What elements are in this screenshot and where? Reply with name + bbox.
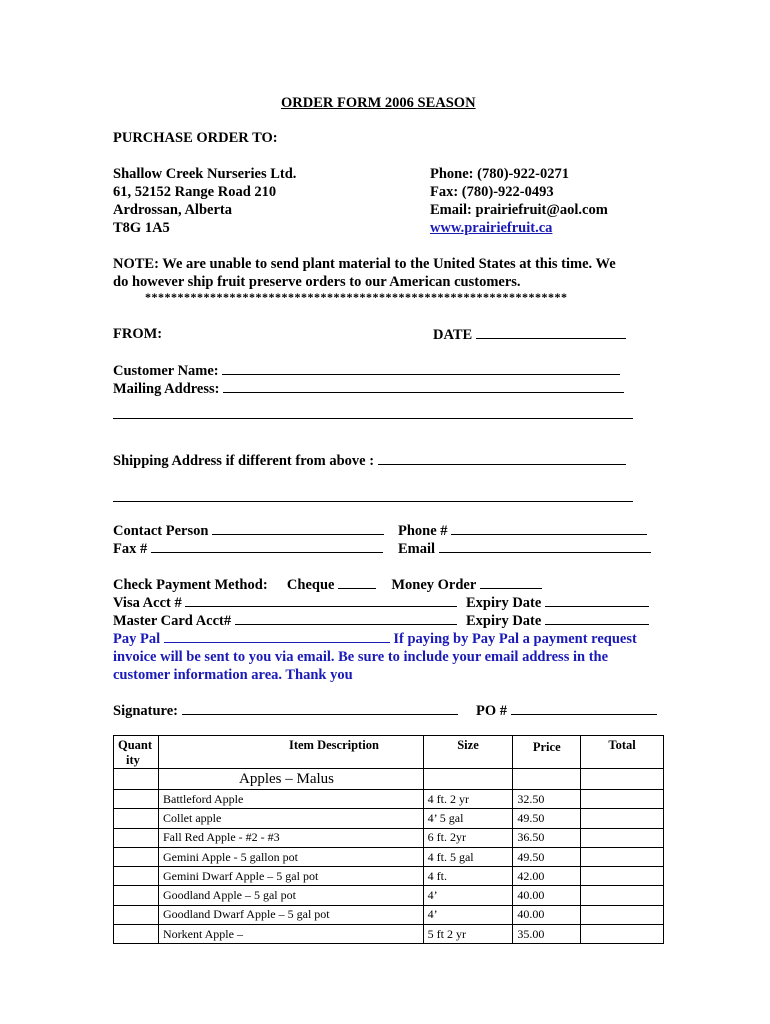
company-fax: Fax: (780)-922-0493 <box>430 184 554 200</box>
price-cell: 36.50 <box>513 828 581 847</box>
paypal-note-2: invoice will be sent to you via email. Be sure to include your email address in the <box>113 649 609 665</box>
shipping-address-label: Shipping Address if different from above : <box>113 453 375 469</box>
note-line-1: NOTE: We are unable to send plant material to the United States at this time. We <box>113 256 616 272</box>
quantity-cell[interactable] <box>114 790 159 809</box>
mailing-address-field[interactable] <box>113 380 624 398</box>
table-header-row <box>114 736 664 769</box>
cheque-label: Cheque <box>286 577 335 593</box>
expiry-label-1: Expiry Date <box>466 595 542 611</box>
quantity-cell[interactable] <box>114 847 159 866</box>
phone-input[interactable] <box>451 522 647 535</box>
header-total: Total <box>581 736 664 769</box>
total-cell[interactable] <box>581 809 664 828</box>
company-email: Email: prairiefruit@aol.com <box>430 202 608 218</box>
items-table <box>113 735 664 944</box>
table-row <box>114 847 664 866</box>
total-cell[interactable] <box>581 790 664 809</box>
description-cell: Goodland Dwarf Apple – 5 gal pot <box>158 905 423 924</box>
total-cell[interactable] <box>581 847 664 866</box>
company-phone: Phone: (780)-922-0271 <box>430 166 569 182</box>
paypal-label: Pay Pal <box>113 631 161 647</box>
table-row <box>114 790 664 809</box>
mailing-address-label: Mailing Address: <box>113 381 220 397</box>
quantity-cell[interactable] <box>114 905 159 924</box>
price-cell: 40.00 <box>513 905 581 924</box>
price-cell: 49.50 <box>513 847 581 866</box>
contact-person-label: Contact Person <box>113 523 209 539</box>
description-cell: Collet apple <box>158 809 423 828</box>
fax-label: Fax # <box>113 541 148 557</box>
signature-field[interactable] <box>113 702 458 720</box>
signature-label: Signature: <box>113 703 178 719</box>
description-cell: Norkent Apple – <box>158 925 423 944</box>
table-row <box>114 886 664 905</box>
fax-field[interactable] <box>113 540 383 558</box>
phone-label: Phone # <box>398 523 448 539</box>
table-row <box>114 809 664 828</box>
visa-field[interactable] <box>113 594 457 612</box>
header-quantity: Quant ity <box>114 736 159 769</box>
total-cell[interactable] <box>581 886 664 905</box>
payment-method-row <box>113 576 542 594</box>
shipping-address-field[interactable] <box>113 452 626 470</box>
company-contact <box>430 165 608 237</box>
paypal-block <box>113 630 637 684</box>
quantity-cell[interactable] <box>114 867 159 886</box>
customer-name-label: Customer Name: <box>113 363 219 379</box>
total-cell[interactable] <box>581 925 664 944</box>
price-cell: 35.00 <box>513 925 581 944</box>
size-cell: 4 ft. 2 yr <box>423 790 513 809</box>
size-cell: 6 ft. 2yr <box>423 828 513 847</box>
company-address-line2: Ardrossan, Alberta <box>113 202 232 218</box>
size-cell: 4’ 5 gal <box>423 809 513 828</box>
group-row <box>114 769 664 790</box>
from-label: FROM: <box>113 326 163 342</box>
expiry-field-2[interactable] <box>466 612 649 630</box>
company-website-link[interactable]: www.prairiefruit.ca <box>430 220 553 236</box>
item-rows <box>114 790 664 944</box>
company-address-line1: 61, 52152 Range Road 210 <box>113 184 277 200</box>
date-field[interactable] <box>433 326 626 344</box>
quantity-cell[interactable] <box>114 925 159 944</box>
description-cell: Gemini Apple - 5 gallon pot <box>158 847 423 866</box>
total-cell[interactable] <box>581 867 664 886</box>
note-line-2: do however ship fruit preserve orders to our American customers. <box>113 274 521 290</box>
description-cell: Fall Red Apple - #2 - #3 <box>158 828 423 847</box>
price-cell: 42.00 <box>513 867 581 886</box>
page-title: ORDER FORM 2006 SEASON <box>281 95 476 111</box>
expiry-input-2[interactable] <box>545 612 649 625</box>
shipping-address-line2[interactable] <box>113 501 633 502</box>
size-cell: 4 ft. <box>423 867 513 886</box>
header-size: Size <box>423 736 513 769</box>
description-cell: Goodland Apple – 5 gal pot <box>158 886 423 905</box>
table-row <box>114 867 664 886</box>
description-cell: Battleford Apple <box>158 790 423 809</box>
email-field[interactable] <box>398 540 651 558</box>
quantity-cell[interactable] <box>114 809 159 828</box>
header-description: Item Description <box>158 736 423 769</box>
email-input[interactable] <box>439 540 651 553</box>
paypal-note-1: If paying by Pay Pal a payment request <box>393 631 637 647</box>
table-row <box>114 905 664 924</box>
header-price: Price <box>513 736 581 769</box>
email-label: Email <box>398 541 436 557</box>
money-order-label: Money Order <box>391 577 477 593</box>
company-postal: T8G 1A5 <box>113 220 170 236</box>
visa-label: Visa Acct # <box>113 595 182 611</box>
mastercard-label: Master Card Acct# <box>113 613 232 629</box>
po-input[interactable] <box>511 702 657 715</box>
mastercard-input[interactable] <box>235 612 457 625</box>
phone-field[interactable] <box>398 522 647 540</box>
company-address <box>113 165 296 237</box>
size-cell: 4’ <box>423 886 513 905</box>
mailing-address-line2[interactable] <box>113 418 633 419</box>
contact-person-input[interactable] <box>212 522 384 535</box>
table-row <box>114 925 664 944</box>
total-cell[interactable] <box>581 905 664 924</box>
mailing-address-input[interactable] <box>223 380 624 393</box>
customer-name-input[interactable] <box>222 362 620 375</box>
contact-person-field[interactable] <box>113 522 384 540</box>
date-input[interactable] <box>476 326 626 339</box>
payment-method-label: Check Payment Method: <box>113 577 268 593</box>
po-field[interactable] <box>476 702 657 720</box>
group-label: Apples – Malus <box>158 769 423 790</box>
purchase-to-label: PURCHASE ORDER TO: <box>113 130 278 146</box>
table-row <box>114 828 664 847</box>
size-cell: 4 ft. 5 gal <box>423 847 513 866</box>
size-cell: 5 ft 2 yr <box>423 925 513 944</box>
po-label: PO # <box>476 703 508 719</box>
price-cell: 40.00 <box>513 886 581 905</box>
divider-stars: ***************************************************************** <box>145 290 568 304</box>
money-order-input[interactable] <box>480 576 542 589</box>
visa-input[interactable] <box>185 594 457 607</box>
price-cell: 49.50 <box>513 809 581 828</box>
expiry-field-1[interactable] <box>466 594 649 612</box>
paypal-input[interactable] <box>164 630 390 643</box>
expiry-input-1[interactable] <box>545 594 649 607</box>
paypal-note-3: customer information area. Thank you <box>113 667 353 683</box>
cheque-input[interactable] <box>338 576 376 589</box>
total-cell[interactable] <box>581 828 664 847</box>
company-name: Shallow Creek Nurseries Ltd. <box>113 166 297 182</box>
shipping-address-input[interactable] <box>378 452 626 465</box>
fax-input[interactable] <box>151 540 383 553</box>
quantity-cell[interactable] <box>114 886 159 905</box>
note <box>113 255 616 291</box>
quantity-cell[interactable] <box>114 828 159 847</box>
signature-input[interactable] <box>182 702 458 715</box>
mastercard-field[interactable] <box>113 612 457 630</box>
description-cell: Gemini Dwarf Apple – 5 gal pot <box>158 867 423 886</box>
price-cell: 32.50 <box>513 790 581 809</box>
customer-name-field[interactable] <box>113 362 620 380</box>
date-label: DATE <box>433 327 473 343</box>
size-cell: 4’ <box>423 905 513 924</box>
expiry-label-2: Expiry Date <box>466 613 542 629</box>
